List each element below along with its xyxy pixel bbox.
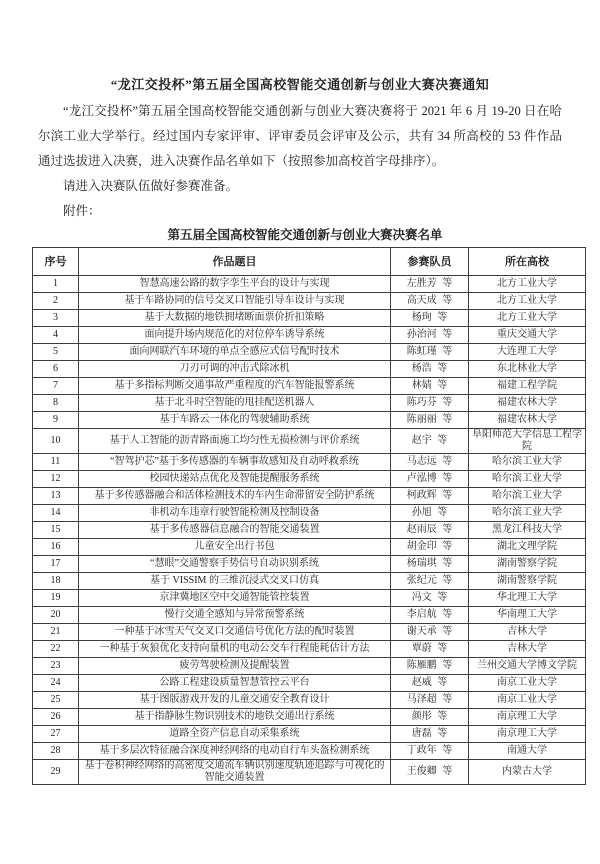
- table-row: [33, 726, 586, 743]
- table-row: [33, 310, 586, 327]
- cell-members: 覃蔚 等: [391, 641, 469, 658]
- cell-no: 7: [33, 378, 79, 395]
- cell-members: 胡金印 等: [391, 539, 469, 556]
- cell-title: 基于大数据的地铁拥堵断面票价折扣策略: [79, 310, 391, 327]
- cell-title: 道路全资产信息自动采集系统: [79, 726, 391, 743]
- table-row: [33, 522, 586, 539]
- cell-school: 重庆交通大学: [469, 327, 586, 344]
- cell-members: 王俊卿 等: [391, 760, 469, 785]
- cell-title: 基于卷积神经网络的高密度交通流车辆识别速度轨迹追踪与可视化的智能交通装置: [79, 760, 391, 785]
- cell-no: 10: [33, 429, 79, 454]
- cell-school: 哈尔滨工业大学: [469, 471, 586, 488]
- cell-members: 陈雁鹏 等: [391, 658, 469, 675]
- cell-school: 北方工业大学: [469, 276, 586, 293]
- cell-title: 面向提升场内规范化的对位停车诱导系统: [79, 327, 391, 344]
- cell-school: 华南理工大学: [469, 607, 586, 624]
- cell-members: 李启航 等: [391, 607, 469, 624]
- cell-no: 25: [33, 692, 79, 709]
- cell-members: 柯政辉 等: [391, 488, 469, 505]
- cell-title: 基于多传感器融合和活体检测技术的车内生命滞留安全防护系统: [79, 488, 391, 505]
- cell-no: 1: [33, 276, 79, 293]
- cell-no: 17: [33, 556, 79, 573]
- table-caption: 第五届全国高校智能交通创新与创业大赛决赛名单: [167, 228, 443, 242]
- cell-no: 12: [33, 471, 79, 488]
- cell-title: 疲劳驾驶检测及提醒装置: [79, 658, 391, 675]
- cell-members: 孙旭 等: [391, 505, 469, 522]
- table-row: [33, 556, 586, 573]
- table-row: [33, 675, 586, 692]
- col-header-school: 所在高校: [469, 248, 586, 276]
- cell-title: 基于北斗时空智能的甩挂配送机器人: [79, 395, 391, 412]
- cell-school: 南京工业大学: [469, 692, 586, 709]
- cell-members: 冯文 等: [391, 590, 469, 607]
- cell-title: 刀刃可调的冲击式除冰机: [79, 361, 391, 378]
- notice-title: “龙江交投杯”第五届全国高校智能交通创新与创业大赛决赛通知: [110, 77, 490, 92]
- cell-members: 张纪元 等: [391, 573, 469, 590]
- cell-members: 谢天承 等: [391, 624, 469, 641]
- cell-no: 26: [33, 709, 79, 726]
- cell-title: 面向网联汽车环境的单点全感应式信号配时技术: [79, 344, 391, 361]
- cell-title: 基于多层次特征融合深度神经网络的电动自行车头盔检测系统: [79, 743, 391, 760]
- cell-no: 2: [33, 293, 79, 310]
- cell-school: 吉林大学: [469, 624, 586, 641]
- cell-title: 基于指静脉生物识别技术的地铁交通出行系统: [79, 709, 391, 726]
- cell-title: 儿童安全出行书包: [79, 539, 391, 556]
- cell-title: 基于 VISSIM 的三维沉浸式交叉口仿真: [79, 573, 391, 590]
- cell-school: 福建工程学院: [469, 378, 586, 395]
- cell-title: 公路工程建设质量智慧管控云平台: [79, 675, 391, 692]
- col-header-title: 作品题目: [79, 248, 391, 276]
- cell-members: 杨瑞琪 等: [391, 556, 469, 573]
- table-row: [33, 429, 586, 454]
- cell-school: 南京工业大学: [469, 675, 586, 692]
- cell-school: 哈尔滨工业大学: [469, 454, 586, 471]
- cell-no: 28: [33, 743, 79, 760]
- cell-members: 卢泓博 等: [391, 471, 469, 488]
- cell-school: 哈尔滨工业大学: [469, 505, 586, 522]
- cell-no: 16: [33, 539, 79, 556]
- table-row: [33, 505, 586, 522]
- cell-title: 校园快递站点优化及智能提醒服务系统: [79, 471, 391, 488]
- col-header-members: 参赛队员: [391, 248, 469, 276]
- cell-title: 慢行交通全感知与异常预警系统: [79, 607, 391, 624]
- table-row: [33, 539, 586, 556]
- cell-school: 福建农林大学: [469, 412, 586, 429]
- cell-members: 陈丽丽 等: [391, 412, 469, 429]
- table-row: [33, 590, 586, 607]
- cell-members: 孙治河 等: [391, 327, 469, 344]
- cell-members: 赵威 等: [391, 675, 469, 692]
- table-row: [33, 743, 586, 760]
- table-row: [33, 276, 586, 293]
- cell-members: 马泽超 等: [391, 692, 469, 709]
- cell-members: 赵雨辰 等: [391, 522, 469, 539]
- table-row: [33, 624, 586, 641]
- cell-no: 5: [33, 344, 79, 361]
- results-table-body: [33, 276, 586, 785]
- attachment-label: 附件：: [63, 204, 101, 218]
- table-row: [33, 471, 586, 488]
- cell-school: 福建农林大学: [469, 395, 586, 412]
- table-row: [33, 488, 586, 505]
- cell-school: 阜阳师范大学信息工程学院: [469, 429, 586, 454]
- cell-school: 内蒙古大学: [469, 760, 586, 785]
- cell-no: 11: [33, 454, 79, 471]
- notice-body: [38, 99, 562, 224]
- cell-school: 北方工业大学: [469, 293, 586, 310]
- cell-school: 湖南警察学院: [469, 573, 586, 590]
- table-row: [33, 573, 586, 590]
- cell-no: 21: [33, 624, 79, 641]
- cell-no: 6: [33, 361, 79, 378]
- cell-no: 27: [33, 726, 79, 743]
- cell-members: 陈巧芬 等: [391, 395, 469, 412]
- cell-no: 23: [33, 658, 79, 675]
- cell-school: 东北林业大学: [469, 361, 586, 378]
- table-row: [33, 378, 586, 395]
- cell-members: 杨浩 等: [391, 361, 469, 378]
- cell-school: 哈尔滨工业大学: [469, 488, 586, 505]
- table-row: [33, 607, 586, 624]
- cell-school: 大连理工大学: [469, 344, 586, 361]
- cell-title: “智驾护芯”基于多传感器的车辆事故感知及自动呼救系统: [79, 454, 391, 471]
- cell-no: 9: [33, 412, 79, 429]
- cell-school: 湖南警察学院: [469, 556, 586, 573]
- cell-school: 黑龙江科技大学: [469, 522, 586, 539]
- cell-title: 非机动车违章行驶智能检测及控制设备: [79, 505, 391, 522]
- cell-members: 左胜芳 等: [391, 276, 469, 293]
- cell-school: 南通大学: [469, 743, 586, 760]
- cell-school: 兰州交通大学博文学院: [469, 658, 586, 675]
- table-row: [33, 709, 586, 726]
- cell-members: 赵宇 等: [391, 429, 469, 454]
- cell-no: 15: [33, 522, 79, 539]
- cell-no: 14: [33, 505, 79, 522]
- cell-no: 8: [33, 395, 79, 412]
- notice-paragraph: “龙江交投杯”第五届全国高校智能交通创新与创业大赛决赛将于 2021 年 6 月 19-20 日在哈尔滨工业大学举行。经过国内专家评审、评审委员会评审及公示，共有 34 所高校的 53 件作品通过选拔进入决赛，进入决赛作品名单如下（按照参加高校首字母排序）。: [38, 104, 562, 168]
- table-row: [33, 293, 586, 310]
- table-row: [33, 344, 586, 361]
- table-row: [33, 395, 586, 412]
- cell-title: “慧眼”交通警察手势信号自动识别系统: [79, 556, 391, 573]
- cell-title: 基于多传感器信息融合的智能交通装置: [79, 522, 391, 539]
- table-row: [33, 412, 586, 429]
- cell-title: 基于人工智能的沥青路面施工均匀性无损检测与评价系统: [79, 429, 391, 454]
- table-row: [33, 641, 586, 658]
- cell-no: 20: [33, 607, 79, 624]
- table-row: [33, 454, 586, 471]
- cell-school: 吉林大学: [469, 641, 586, 658]
- cell-title: 一种基于灰狼优化支持向量机的电动公交车行程能耗估计方法: [79, 641, 391, 658]
- cell-members: 陈虹瑾 等: [391, 344, 469, 361]
- cell-school: 湖北文理学院: [469, 539, 586, 556]
- cell-school: 南京理工大学: [469, 726, 586, 743]
- cell-title: 基于多指标判断交通事故严重程度的汽车智能报警系统: [79, 378, 391, 395]
- results-table: [32, 247, 586, 785]
- cell-members: 丁政年 等: [391, 743, 469, 760]
- table-row: [33, 361, 586, 378]
- cell-members: 唐磊 等: [391, 726, 469, 743]
- cell-members: 高天成 等: [391, 293, 469, 310]
- cell-members: 马志远 等: [391, 454, 469, 471]
- cell-school: 华北理工大学: [469, 590, 586, 607]
- cell-title: 基于车路协同的信号交叉口智能引导车设计与实现: [79, 293, 391, 310]
- col-header-no: 序号: [33, 248, 79, 276]
- cell-no: 19: [33, 590, 79, 607]
- table-row: [33, 692, 586, 709]
- cell-members: 杨珣 等: [391, 310, 469, 327]
- cell-title: 基于图版游戏开发的儿童交通安全教育设计: [79, 692, 391, 709]
- prepare-line: 请进入决赛队伍做好参赛准备。: [63, 179, 239, 193]
- cell-no: 29: [33, 760, 79, 785]
- cell-no: 3: [33, 310, 79, 327]
- table-row: [33, 658, 586, 675]
- cell-school: 南京理工大学: [469, 709, 586, 726]
- cell-title: 智慧高速公路的数字孪生平台的设计与实现: [79, 276, 391, 293]
- cell-no: 24: [33, 675, 79, 692]
- cell-members: 颜彤 等: [391, 709, 469, 726]
- table-row: [33, 327, 586, 344]
- table-row: [33, 760, 586, 785]
- cell-school: 北方工业大学: [469, 310, 586, 327]
- cell-no: 13: [33, 488, 79, 505]
- header-row: [33, 248, 586, 276]
- cell-no: 4: [33, 327, 79, 344]
- cell-title: 一种基于冰雪天气交叉口交通信号优化方法的配时装置: [79, 624, 391, 641]
- cell-members: 林婧 等: [391, 378, 469, 395]
- cell-title: 京津冀地区空中交通智能管控装置: [79, 590, 391, 607]
- cell-no: 18: [33, 573, 79, 590]
- cell-no: 22: [33, 641, 79, 658]
- results-table-header: [33, 248, 586, 276]
- cell-title: 基于车路云一体化的驾驶辅助系统: [79, 412, 391, 429]
